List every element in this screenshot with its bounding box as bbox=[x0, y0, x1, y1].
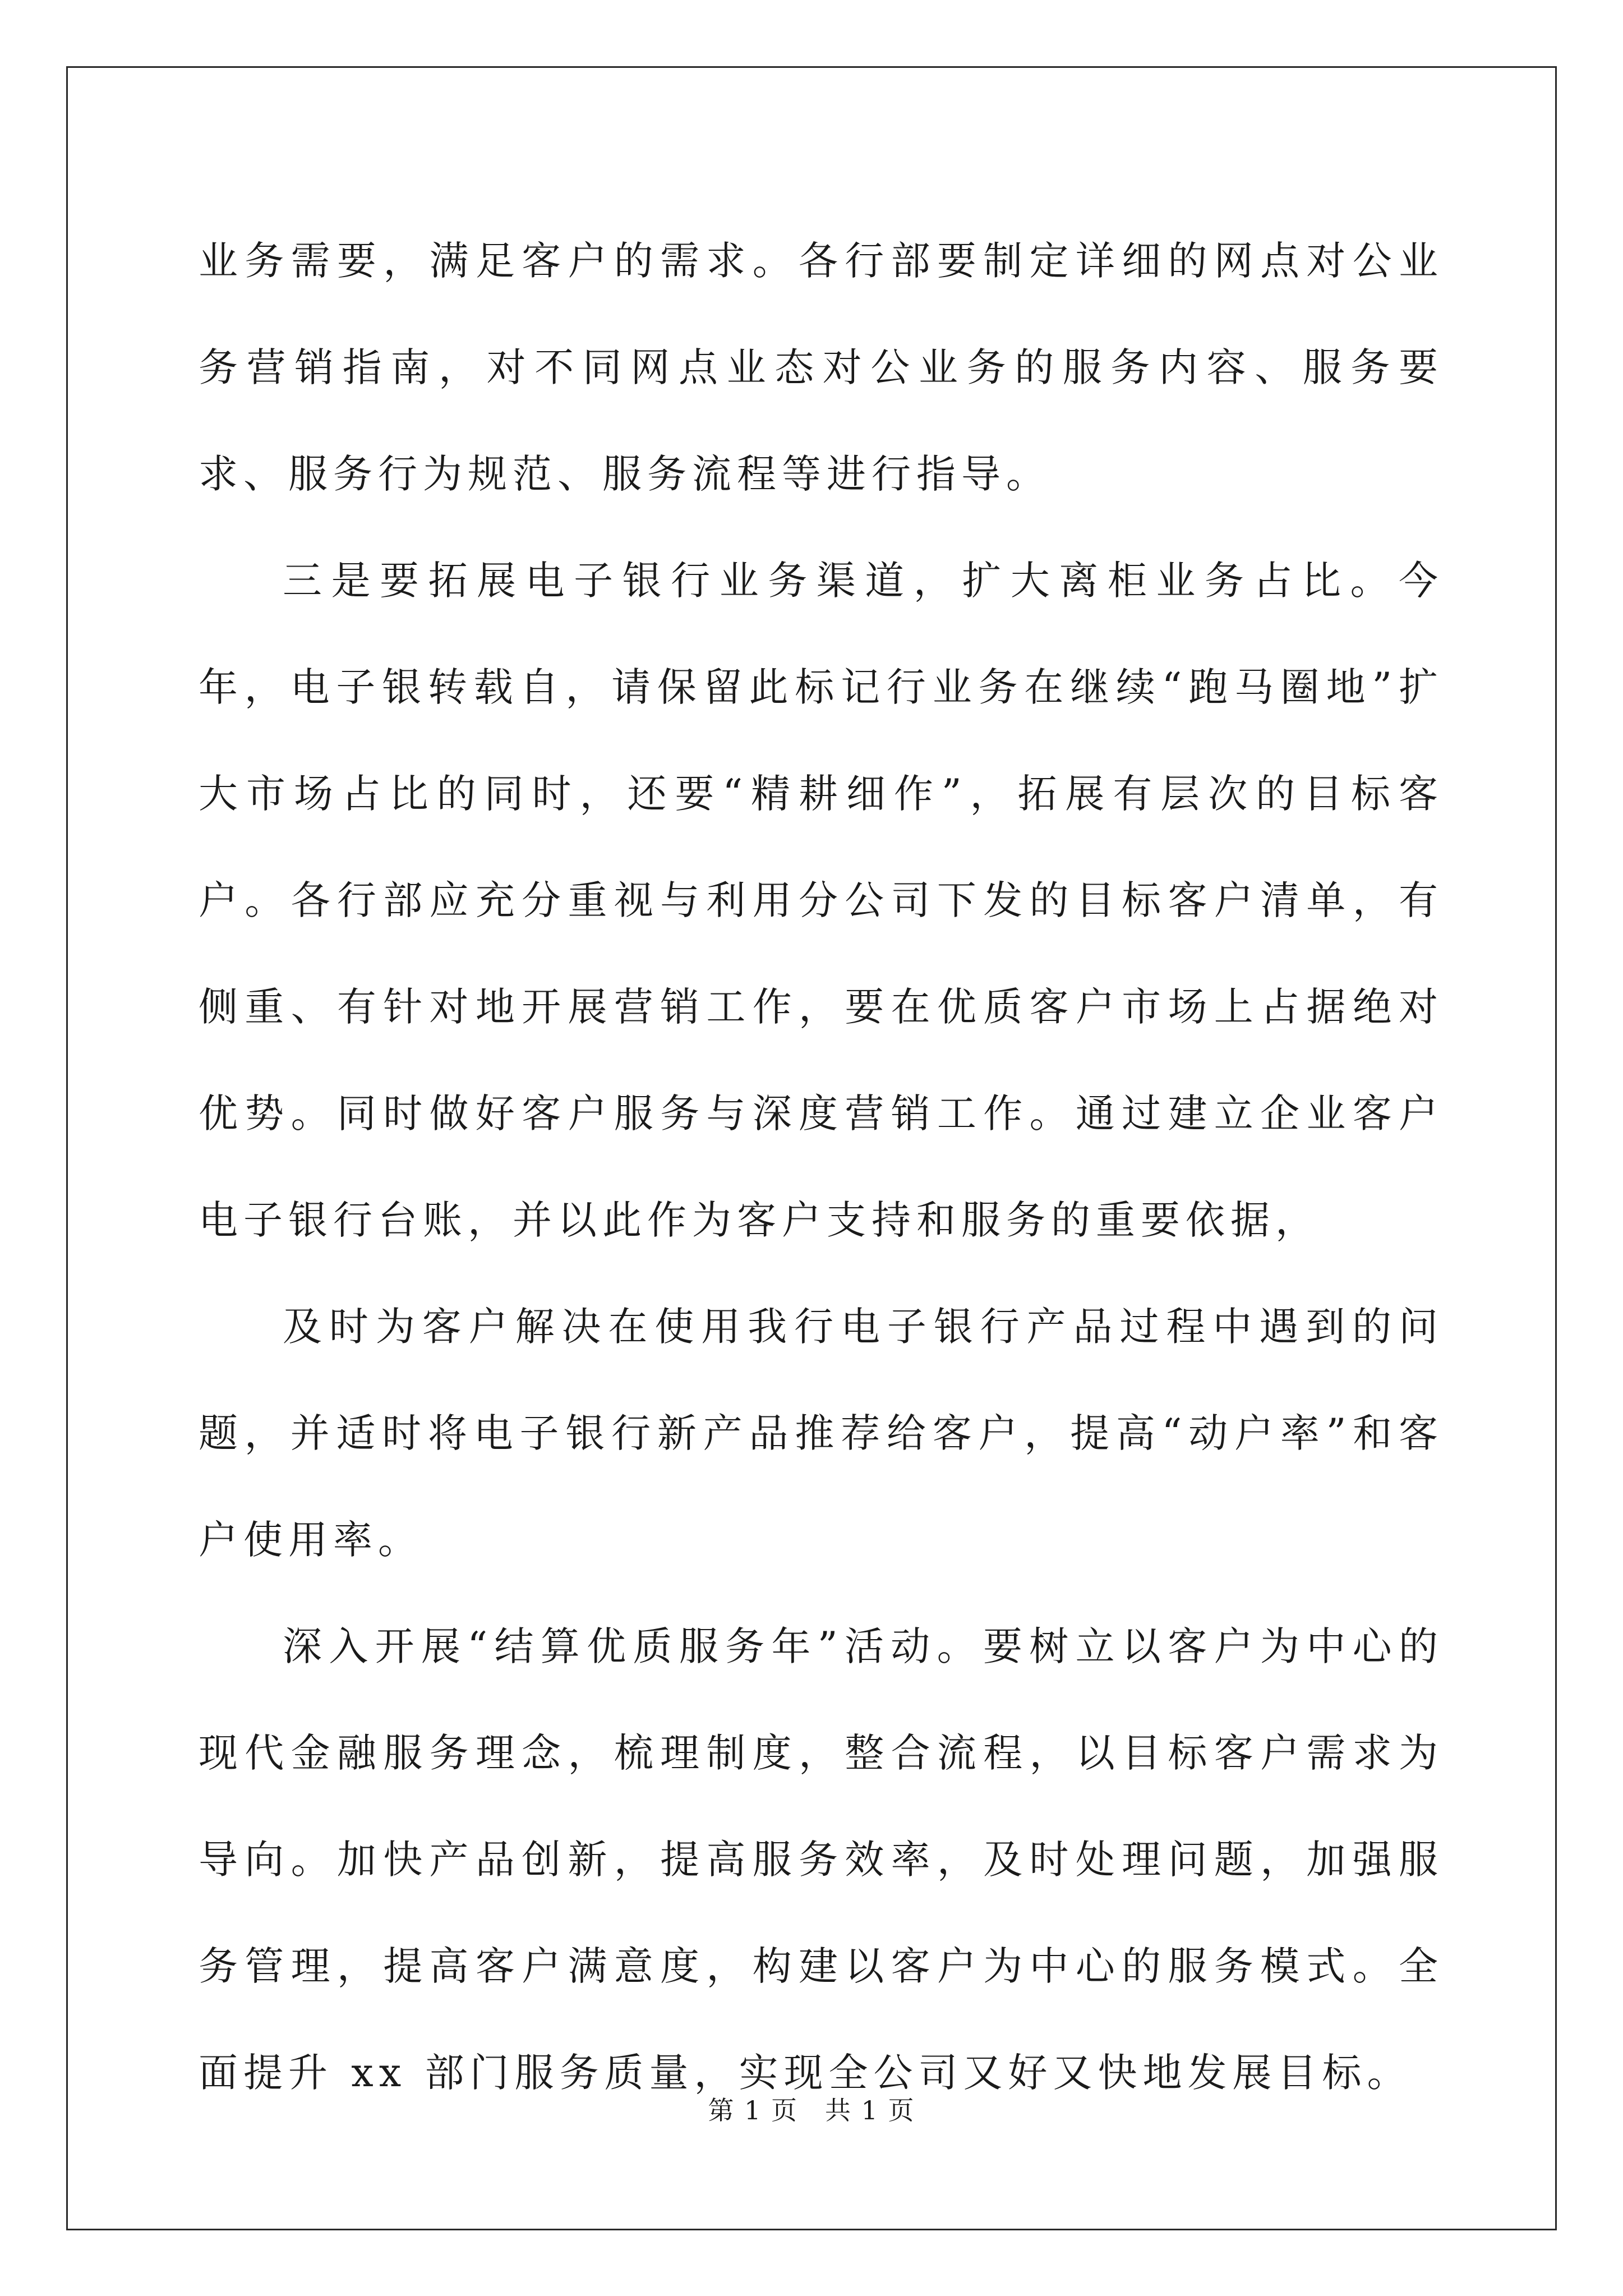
paragraph: 三是要拓展电子银行业务渠道，扩大离柜业务占比。今年，电子银转载自，请保留此标记行业务在继续“跑马圈地”扩大市场占比的同时，还要“精耕细作”，拓展有层次的目标客户。各行部应充分重视与利用分公司下发的目标客户清单，有侧重、有针对地开展营销工作，要在优质客户市场上占据绝对优势。同时做好客户服务与深度营销工作。通过建立企业客户电子银行台账，并以此作为客户支持和服务的重要依据， bbox=[199, 558, 1444, 1243]
document-body bbox=[199, 208, 1444, 2126]
paragraph: 业务需要，满足客户的需求。各行部要制定详细的网点对公业务营销指南，对不同网点业态对公业务的服务内容、服务要求、服务行为规范、服务流程等进行指导。 bbox=[199, 238, 1444, 497]
page-number: 第 1 页 共 1 页 bbox=[708, 2095, 915, 2125]
paragraph: 及时为客户解决在使用我行电子银行产品过程中遇到的问题，并适时将电子银行新产品推荐给客户，提高“动户率”和客户使用率。 bbox=[199, 1304, 1444, 1563]
paragraph: 深入开展“结算优质服务年”活动。要树立以客户为中心的现代金融服务理念，梳理制度，整合流程，以目标客户需求为导向。加快产品创新，提高服务效率，及时处理问题，加强服务管理，提高客户满意度，构建以客户为中心的服务模式。全面提升 xx 部门服务质量，实现全公司又好又快地发展目标。 bbox=[199, 1623, 1444, 2096]
